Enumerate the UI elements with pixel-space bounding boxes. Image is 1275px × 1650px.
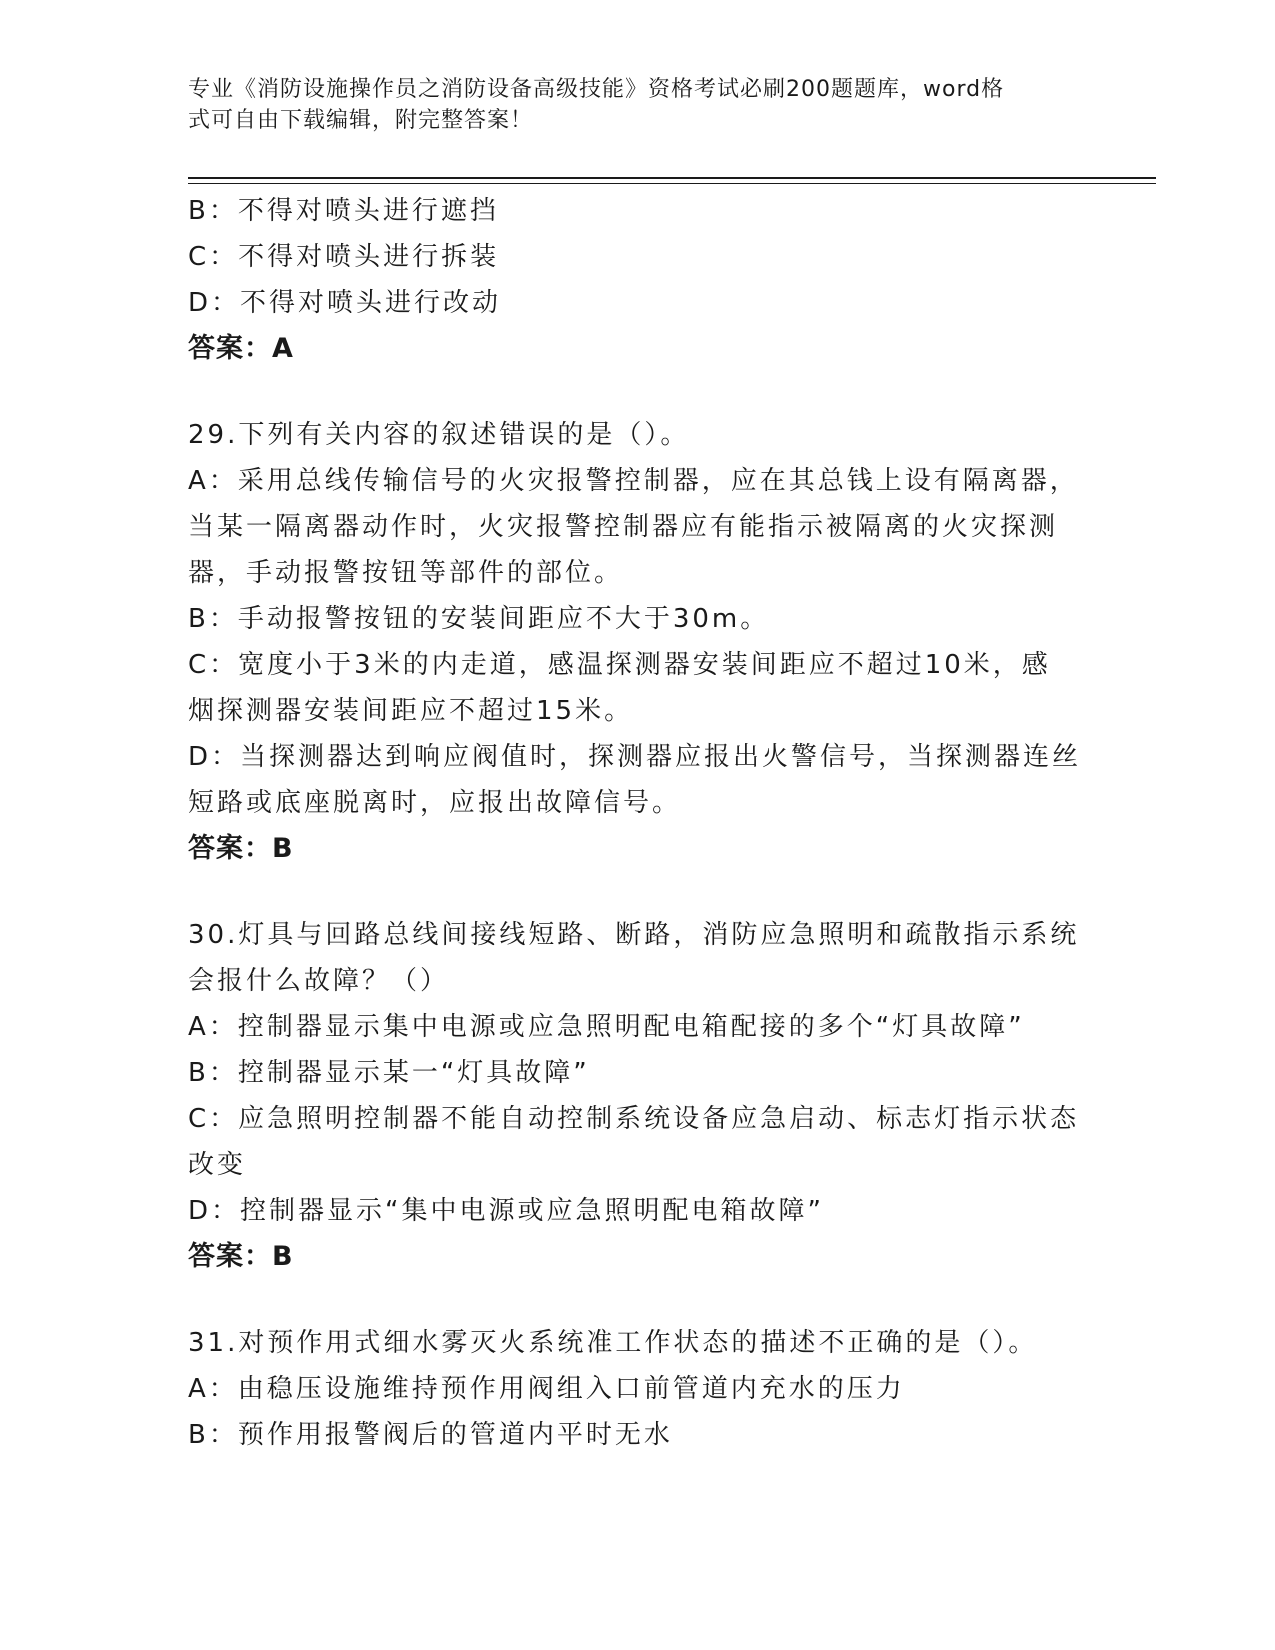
option-a-line-1: A：采用总线传输信号的火灾报警控制器，应在其总钱上设有隔离器， <box>188 466 1079 496</box>
spacer <box>188 1280 1068 1320</box>
option-d-line-1: D：当探测器达到响应阀值时，探测器应报出火警信号，当探测器连丝 <box>188 742 1082 772</box>
question-text: 31.对预作用式细水雾灭火系统准工作状态的描述不正确的是（）。 <box>188 1328 1038 1358</box>
document-header <box>188 74 1068 136</box>
option-a-line-3: 器，手动报警按钮等部件的部位。 <box>188 558 624 588</box>
question-29 <box>188 412 1082 872</box>
option-c-line-2: 烟探测器安装间距应不超过15米。 <box>188 696 634 726</box>
question-text-line-2: 会报什么故障？（） <box>188 966 450 996</box>
header-line-1: 专业《消防设施操作员之消防设备高级技能》资格考试必刷200题题库，word格 <box>188 77 1005 102</box>
option-a: A：控制器显示集中电源或应急照明配电箱配接的多个“灯具故障” <box>188 1012 1025 1042</box>
question-text: 29.下列有关内容的叙述错误的是（）。 <box>188 420 690 450</box>
answer: 答案：A <box>188 333 294 364</box>
option-b: B：手动报警按钮的安装间距应不大于30m。 <box>188 604 770 634</box>
option-b: B：预作用报警阀后的管道内平时无水 <box>188 1420 673 1450</box>
answer: 答案：B <box>188 833 294 864</box>
option-b: B：控制器显示某一“灯具故障” <box>188 1058 590 1088</box>
option-d: D：控制器显示“集中电源或应急照明配电箱故障” <box>188 1196 824 1226</box>
option-c: C：不得对喷头进行拆装 <box>188 242 500 272</box>
option-c-line-1: C：应急照明控制器不能自动控制系统设备应急启动、标志灯指示状态 <box>188 1104 1080 1134</box>
option-d: D：不得对喷头进行改动 <box>188 288 502 318</box>
spacer <box>188 872 1068 912</box>
document-body <box>188 188 1082 1458</box>
option-a-line-2: 当某一隔离器动作时，火灾报警控制器应有能指示被隔离的火灾探测 <box>188 512 1059 542</box>
question-28-tail <box>188 188 1068 372</box>
answer: 答案：B <box>188 1241 294 1272</box>
question-30 <box>188 912 1080 1280</box>
option-c-line-1: C：宽度小于3米的内走道，感温探测器安装间距应不超过10米，感 <box>188 650 1051 680</box>
header-divider-thick <box>188 177 1156 179</box>
option-d-line-2: 短路或底座脱离时，应报出故障信号。 <box>188 788 682 818</box>
spacer <box>188 372 1068 412</box>
option-c-line-2: 改变 <box>188 1150 247 1180</box>
option-a: A：由稳压设施维持预作用阀组入口前管道内充水的压力 <box>188 1374 905 1404</box>
question-31 <box>188 1320 1068 1458</box>
option-b: B：不得对喷头进行遮挡 <box>188 196 499 226</box>
header-divider-thin <box>188 183 1156 184</box>
question-text-line-1: 30.灯具与回路总线间接线短路、断路，消防应急照明和疏散指示系统 <box>188 920 1080 950</box>
header-line-2: 式可自由下载编辑，附完整答案！ <box>188 108 534 133</box>
